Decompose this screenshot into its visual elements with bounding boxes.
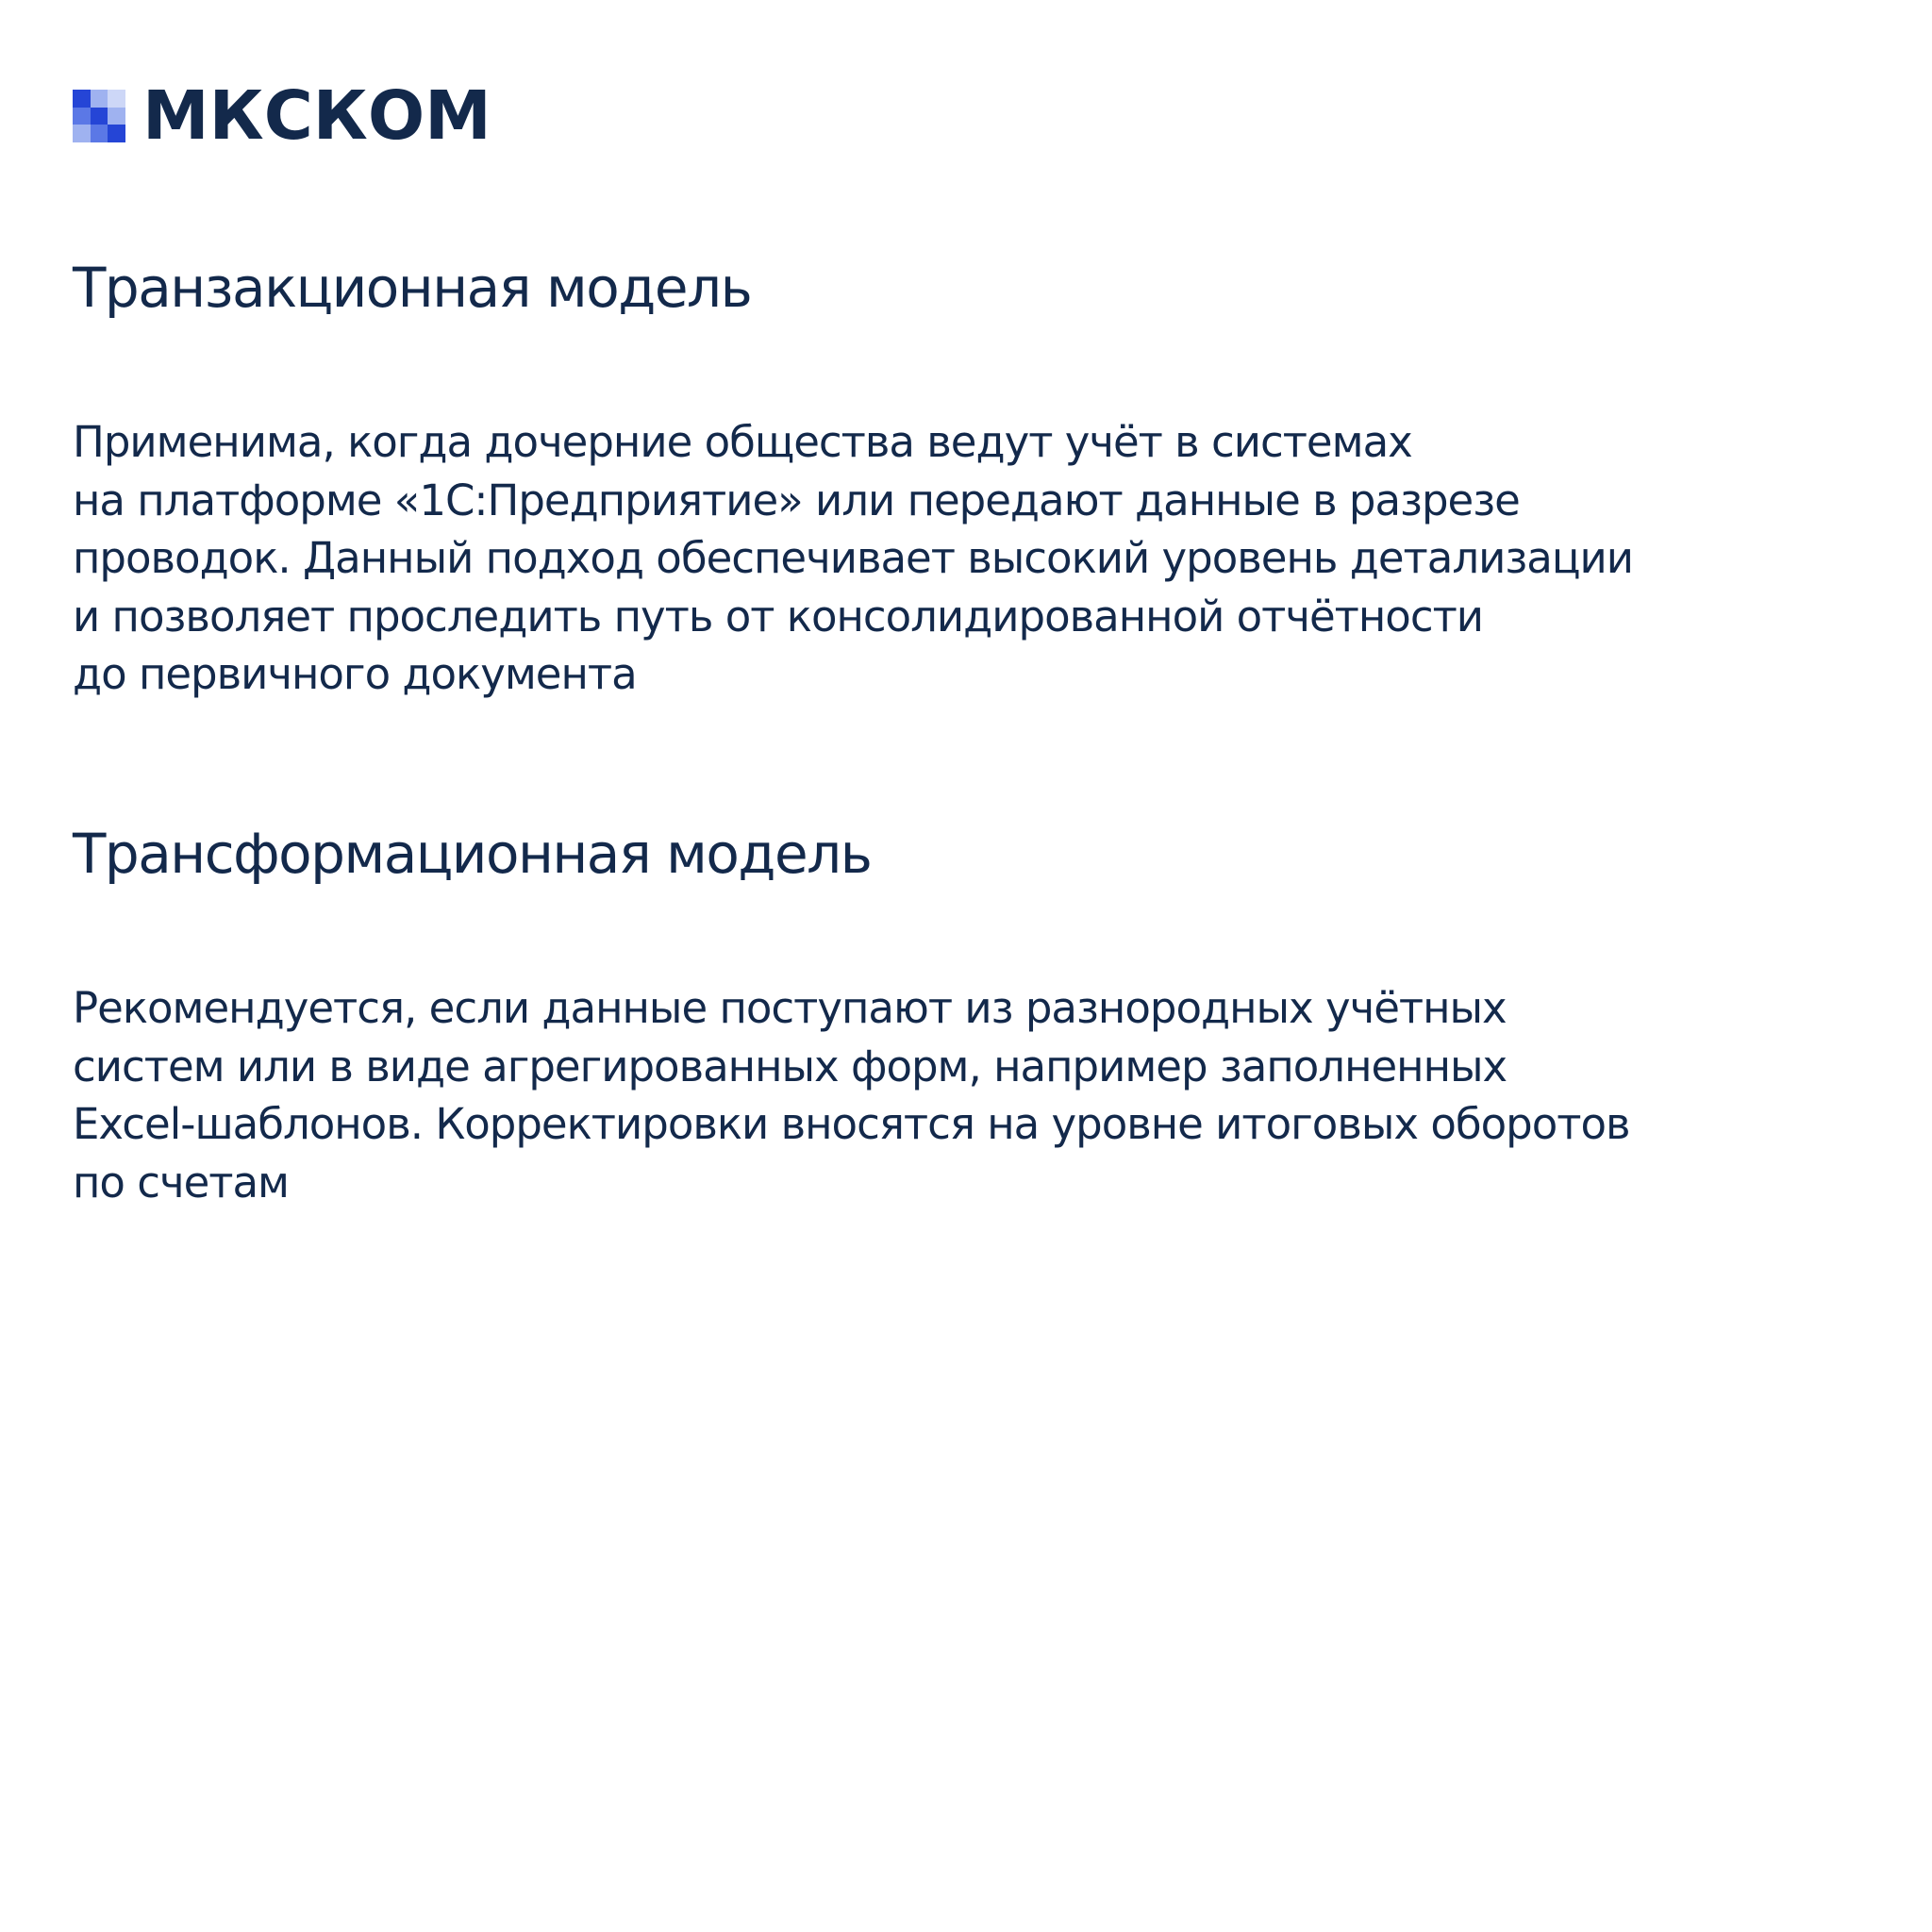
section-title-transactional: Транзакционная модель (73, 256, 752, 320)
brand-logo (73, 76, 491, 155)
text-line: на платформе «1С:Предприятие» или передают данные в разрезе (73, 475, 1520, 525)
text-line: до первичного документа (73, 649, 637, 699)
pixel-squares-icon (73, 90, 125, 142)
text-line: проводок. Данный подход обеспечивает высокий уровень детализации (73, 533, 1633, 583)
section-title-transformational: Трансформационная модель (73, 822, 872, 886)
section-text-transformational (73, 979, 1630, 1211)
text-line: и позволяет проследить путь от консолидированной отчётности (73, 591, 1484, 641)
text-line: систем или в виде агрегированных форм, например заполненных (73, 1041, 1507, 1091)
section-text-transactional (73, 413, 1633, 704)
text-line: по счетам (73, 1157, 290, 1208)
text-line: Excel-шаблонов. Корректировки вносятся на уровне итоговых оборотов (73, 1099, 1630, 1149)
text-line: Применима, когда дочерние общества ведут учёт в системах (73, 417, 1412, 467)
text-line: Рекомендуется, если данные поступают из разнородных учётных (73, 983, 1507, 1033)
brand-name: МКСКОМ (142, 76, 491, 155)
